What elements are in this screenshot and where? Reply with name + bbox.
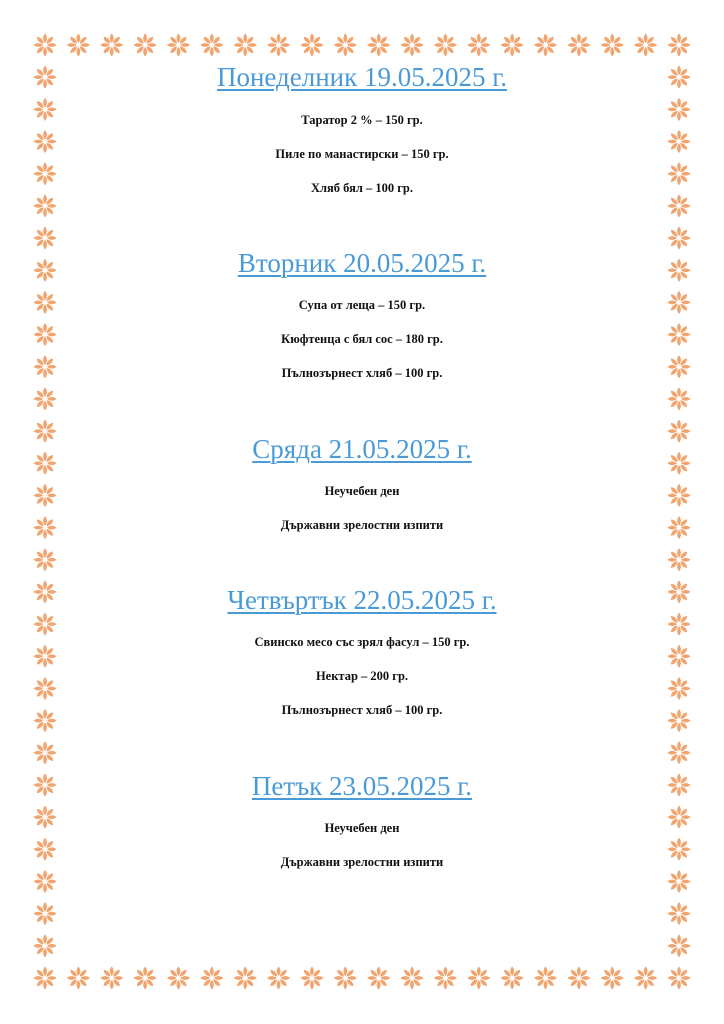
asterisk-flower-icon [234, 967, 257, 990]
menu-item: Таратор 2 % – 150 гр. [301, 113, 423, 127]
asterisk-flower-icon [300, 967, 323, 990]
asterisk-flower-icon [534, 967, 557, 990]
asterisk-flower-icon [668, 98, 691, 121]
asterisk-flower-icon [200, 34, 223, 57]
asterisk-flower-icon [668, 227, 691, 250]
asterisk-flower-icon [34, 355, 57, 378]
menu-item: Неучебен ден [324, 821, 400, 835]
asterisk-flower-icon [434, 967, 457, 990]
asterisk-flower-icon [601, 34, 624, 57]
day-heading: Сряда 21.05.2025 г. [252, 434, 472, 464]
asterisk-flower-icon [668, 323, 691, 346]
asterisk-flower-icon [34, 645, 57, 668]
asterisk-flower-icon [668, 709, 691, 732]
asterisk-flower-icon [467, 34, 490, 57]
asterisk-flower-icon [34, 98, 57, 121]
asterisk-flower-icon [467, 967, 490, 990]
asterisk-flower-icon [401, 34, 424, 57]
asterisk-flower-icon [501, 967, 524, 990]
menu-item: Пълнозърнест хляб – 100 гр. [281, 366, 443, 380]
menu-item: Пълнозърнест хляб – 100 гр. [281, 703, 443, 717]
day-heading: Вторник 20.05.2025 г. [237, 248, 487, 278]
asterisk-flower-icon [668, 452, 691, 475]
asterisk-flower-icon [34, 387, 57, 410]
asterisk-flower-icon [34, 34, 57, 57]
asterisk-flower-icon [34, 870, 57, 893]
asterisk-flower-icon [100, 34, 123, 57]
asterisk-flower-icon [668, 677, 691, 700]
asterisk-flower-icon [34, 323, 57, 346]
asterisk-flower-icon [100, 967, 123, 990]
asterisk-flower-icon [34, 66, 57, 89]
asterisk-flower-icon [668, 194, 691, 217]
asterisk-flower-icon [34, 741, 57, 764]
day-monday [80, 62, 644, 195]
menu-item: Кюфтенца с бял сос – 180 гр. [281, 332, 443, 346]
menu-item: Супа от леща – 150 гр. [298, 298, 426, 312]
asterisk-flower-icon [34, 677, 57, 700]
day-thursday [80, 585, 644, 717]
asterisk-flower-icon [267, 34, 290, 57]
asterisk-flower-icon [34, 130, 57, 153]
day-wednesday [80, 434, 644, 532]
asterisk-flower-icon [668, 773, 691, 796]
asterisk-flower-icon [668, 66, 691, 89]
asterisk-flower-icon [534, 34, 557, 57]
asterisk-flower-icon [167, 967, 190, 990]
asterisk-flower-icon [668, 34, 691, 57]
asterisk-flower-icon [601, 967, 624, 990]
asterisk-flower-icon [367, 967, 390, 990]
asterisk-flower-icon [34, 194, 57, 217]
asterisk-flower-icon [434, 34, 457, 57]
asterisk-flower-icon [668, 870, 691, 893]
asterisk-flower-icon [200, 967, 223, 990]
asterisk-flower-icon [34, 516, 57, 539]
asterisk-flower-icon [668, 387, 691, 410]
asterisk-flower-icon [34, 548, 57, 571]
asterisk-flower-icon [34, 613, 57, 636]
menu-item: Държавни зрелостни изпити [280, 855, 444, 869]
asterisk-flower-icon [668, 259, 691, 282]
asterisk-flower-icon [634, 34, 657, 57]
asterisk-flower-icon [34, 162, 57, 185]
asterisk-flower-icon [34, 420, 57, 443]
asterisk-flower-icon [567, 34, 590, 57]
asterisk-flower-icon [34, 806, 57, 829]
day-friday [80, 771, 644, 869]
asterisk-flower-icon [634, 967, 657, 990]
asterisk-flower-icon [668, 355, 691, 378]
asterisk-flower-icon [668, 516, 691, 539]
menu-item: Държавни зрелостни изпити [280, 518, 444, 532]
asterisk-flower-icon [401, 967, 424, 990]
asterisk-flower-icon [34, 484, 57, 507]
asterisk-flower-icon [334, 34, 357, 57]
asterisk-flower-icon [668, 548, 691, 571]
asterisk-flower-icon [668, 130, 691, 153]
asterisk-flower-icon [668, 645, 691, 668]
asterisk-flower-icon [367, 34, 390, 57]
asterisk-flower-icon [34, 902, 57, 925]
asterisk-flower-icon [300, 34, 323, 57]
asterisk-flower-icon [34, 291, 57, 314]
asterisk-flower-icon [668, 967, 691, 990]
asterisk-flower-icon [668, 291, 691, 314]
asterisk-flower-icon [567, 967, 590, 990]
asterisk-flower-icon [34, 967, 57, 990]
menu-item: Неучебен ден [324, 484, 400, 498]
asterisk-flower-icon [67, 967, 90, 990]
asterisk-flower-icon [34, 259, 57, 282]
asterisk-flower-icon [668, 902, 691, 925]
asterisk-flower-icon [334, 967, 357, 990]
asterisk-flower-icon [668, 806, 691, 829]
menu-item: Пиле по манастирски – 150 гр. [275, 147, 449, 161]
asterisk-flower-icon [668, 613, 691, 636]
asterisk-flower-icon [668, 484, 691, 507]
asterisk-flower-icon [668, 934, 691, 957]
menu-item: Хляб бял – 100 гр. [310, 181, 414, 195]
menu-item: Нектар – 200 гр. [315, 669, 409, 683]
day-heading: Четвъртък 22.05.2025 г. [227, 585, 497, 615]
asterisk-flower-icon [34, 838, 57, 861]
asterisk-flower-icon [34, 773, 57, 796]
asterisk-flower-icon [134, 967, 157, 990]
asterisk-flower-icon [668, 741, 691, 764]
asterisk-flower-icon [267, 967, 290, 990]
menu-item: Свинско месо със зрял фасул – 150 гр. [254, 635, 470, 649]
asterisk-flower-icon [34, 709, 57, 732]
asterisk-flower-icon [668, 420, 691, 443]
day-heading: Понеделник 19.05.2025 г. [216, 62, 508, 92]
asterisk-flower-icon [668, 162, 691, 185]
asterisk-flower-icon [668, 580, 691, 603]
asterisk-flower-icon [34, 227, 57, 250]
asterisk-flower-icon [167, 34, 190, 57]
asterisk-flower-icon [234, 34, 257, 57]
asterisk-flower-icon [34, 580, 57, 603]
asterisk-flower-icon [34, 452, 57, 475]
asterisk-flower-icon [67, 34, 90, 57]
day-tuesday [80, 248, 644, 380]
day-heading: Петък 23.05.2025 г. [251, 771, 473, 801]
asterisk-flower-icon [34, 934, 57, 957]
asterisk-flower-icon [134, 34, 157, 57]
asterisk-flower-icon [501, 34, 524, 57]
asterisk-flower-icon [668, 838, 691, 861]
